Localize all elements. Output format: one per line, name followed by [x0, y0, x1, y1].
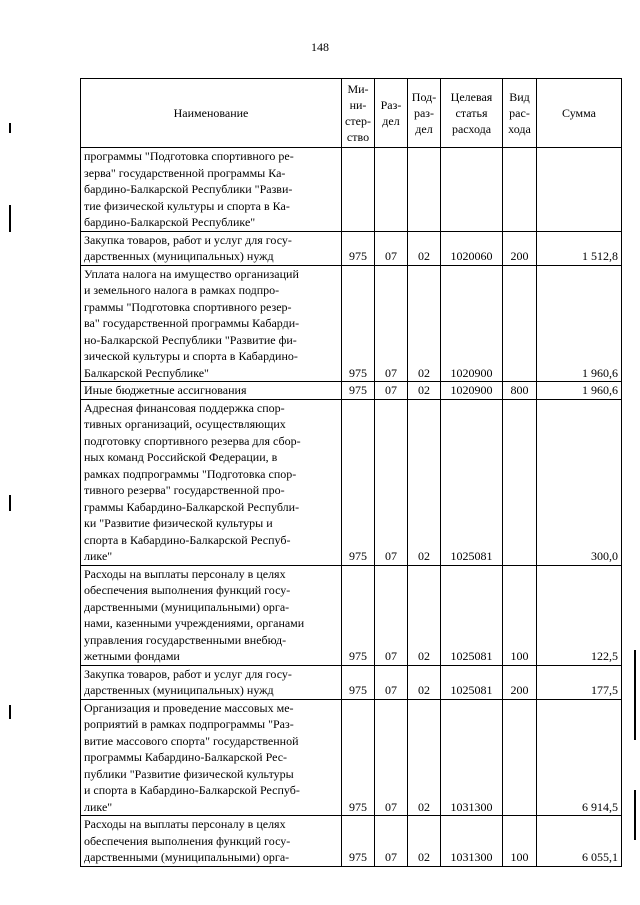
header-article: Целевая статья расхода: [441, 79, 503, 148]
row-section: 07: [375, 265, 408, 382]
table-row: [81, 265, 622, 382]
table-row: [81, 665, 622, 699]
row-sum: [537, 148, 622, 232]
row-name: Расходы на выплаты персоналу в целях обеспечения выполнения функций госу- дарственными (муниципальными) орга-: [81, 816, 342, 867]
row-article: 1020900: [441, 265, 503, 382]
row-sum: 1 960,6: [537, 265, 622, 382]
row-subsection: 02: [408, 265, 441, 382]
row-subsection: [408, 148, 441, 232]
row-article: 1025081: [441, 399, 503, 565]
row-subsection: 02: [408, 565, 441, 665]
header-sum: Сумма: [537, 79, 622, 148]
scan-margin-mark: [634, 650, 636, 740]
row-ministry: 975: [342, 565, 375, 665]
page-number: 148: [311, 40, 329, 54]
row-expense-type: 100: [503, 565, 537, 665]
table-row: [81, 399, 622, 565]
row-name: Иные бюджетные ассигнования: [81, 382, 342, 400]
scan-margin-mark: [9, 205, 11, 232]
row-expense-type: 800: [503, 382, 537, 400]
row-expense-type: [503, 399, 537, 565]
row-section: 07: [375, 816, 408, 867]
row-subsection: 02: [408, 399, 441, 565]
row-sum: 1 960,6: [537, 382, 622, 400]
row-name: Уплата налога на имущество организаций и земельного налога в рамках подпро- граммы "Подготовка спортивного резер- ва" государственной программы Кабарди- но-Балкарской Республики "Развитие фи- зической культуры и спорта в Кабардино- Балкарской Республике": [81, 265, 342, 382]
header-ministry: Ми- ни- стер- ство: [342, 79, 375, 148]
row-article: 1020900: [441, 382, 503, 400]
table-row: [81, 231, 622, 265]
table-row: [81, 816, 622, 867]
row-ministry: [342, 148, 375, 232]
row-subsection: 02: [408, 665, 441, 699]
row-article: 1031300: [441, 699, 503, 816]
row-subsection: 02: [408, 382, 441, 400]
header-expense-type: Вид рас- хода: [503, 79, 537, 148]
row-section: 07: [375, 399, 408, 565]
scan-margin-mark: [9, 705, 11, 719]
row-sum: 300,0: [537, 399, 622, 565]
row-name: Расходы на выплаты персоналу в целях обеспечения выполнения функций госу- дарственными (муниципальными) орга- нами, казенными учреждениями, органами управления государственными внебюд- жетными фондами: [81, 565, 342, 665]
scan-margin-mark: [634, 790, 636, 840]
row-expense-type: 200: [503, 231, 537, 265]
row-article: 1025081: [441, 565, 503, 665]
row-ministry: 975: [342, 265, 375, 382]
scan-margin-mark: [9, 495, 11, 511]
table-row: [81, 382, 622, 400]
row-section: 07: [375, 699, 408, 816]
row-article: 1020060: [441, 231, 503, 265]
table-header-row: [81, 79, 622, 148]
row-expense-type: 100: [503, 816, 537, 867]
table-row: [81, 565, 622, 665]
row-ministry: 975: [342, 231, 375, 265]
row-sum: 177,5: [537, 665, 622, 699]
header-section: Раз- дел: [375, 79, 408, 148]
row-ministry: 975: [342, 665, 375, 699]
scan-margin-mark: [9, 123, 11, 133]
row-section: [375, 148, 408, 232]
table-row: [81, 148, 622, 232]
table-body: [81, 148, 622, 867]
row-ministry: 975: [342, 699, 375, 816]
row-article: [441, 148, 503, 232]
row-subsection: 02: [408, 231, 441, 265]
row-expense-type: 200: [503, 665, 537, 699]
table-row: [81, 699, 622, 816]
row-ministry: 975: [342, 816, 375, 867]
row-article: 1031300: [441, 816, 503, 867]
row-sum: 6 914,5: [537, 699, 622, 816]
header-name: Наименование: [81, 79, 342, 148]
row-name: Закупка товаров, работ и услуг для госу- дарственных (муниципальных) нужд: [81, 231, 342, 265]
row-ministry: 975: [342, 382, 375, 400]
row-name: Адресная финансовая поддержка спор- тивных организаций, осуществляющих подготовку спортивного резерва для сбор- ных команд Российской Федерации, в рамках подпрограммы "Подготовка спор- тивного резерва" государственной про- граммы Кабардино-Балкарской Республи- ки "Развитие физической культуры и спорта в Кабардино-Балкарской Респуб- лике": [81, 399, 342, 565]
row-subsection: 02: [408, 816, 441, 867]
row-article: 1025081: [441, 665, 503, 699]
row-section: 07: [375, 231, 408, 265]
row-section: 07: [375, 565, 408, 665]
budget-table: [80, 78, 622, 867]
row-name: Закупка товаров, работ и услуг для госу- дарственных (муниципальных) нужд: [81, 665, 342, 699]
row-ministry: 975: [342, 399, 375, 565]
row-section: 07: [375, 382, 408, 400]
row-sum: 122,5: [537, 565, 622, 665]
row-name: Организация и проведение массовых ме- роприятий в рамках подпрограммы "Раз- витие массового спорта" государственной программы Кабардино-Балкарской Рес- публики "Развитие физической культуры и спорта в Кабардино-Балкарской Респуб- лике": [81, 699, 342, 816]
row-name: программы "Подготовка спортивного ре- зерва" государственной программы Ка- бардино-Балкарской Республики "Разви- тие физической культуры и спорта в Ка- бардино-Балкарской Республике": [81, 148, 342, 232]
row-subsection: 02: [408, 699, 441, 816]
row-expense-type: [503, 699, 537, 816]
row-expense-type: [503, 148, 537, 232]
row-sum: 1 512,8: [537, 231, 622, 265]
row-expense-type: [503, 265, 537, 382]
header-subsection: Под- раз- дел: [408, 79, 441, 148]
row-sum: 6 055,1: [537, 816, 622, 867]
row-section: 07: [375, 665, 408, 699]
